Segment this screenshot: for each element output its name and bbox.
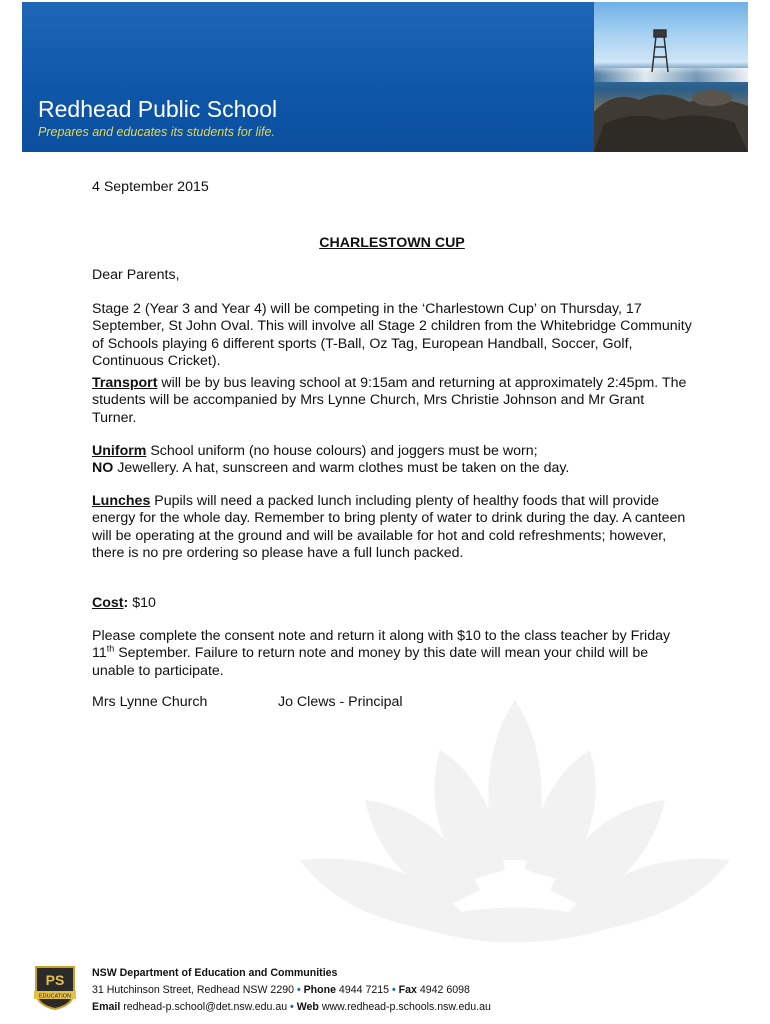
footer-fax-label: Fax [398,984,417,996]
beach-photo [594,2,748,152]
consent-text-b: September. Failure to return note and money by this date will mean your child will be unable to participate. [92,645,649,679]
waratah-watermark-icon [290,690,740,960]
footer-email[interactable]: redhead-p.school@det.nsw.edu.au [120,1001,288,1013]
transport-heading: Transport [92,375,158,391]
consent-text-a: Please complete the consent note and return it along with $10 to the class teacher by Friday 11 [92,628,671,662]
intro-paragraph: Stage 2 (Year 3 and Year 4) will be competing in the ‘Charlestown Cup’ on Thursday, 17 September, St John Oval. This will involve all Stage 2 children from the Whitebridge Community of Schools playing 6 different sports (T-Ball, Oz Tag, European Handball, Soccer, Golf, Continuous Cricket). [92,301,692,370]
lunches-paragraph [92,493,692,563]
cost-heading: Cost [92,595,124,611]
footer-web[interactable]: www.redhead-p.schools.nsw.edu.au [318,1001,491,1013]
consent-paragraph [92,628,692,680]
lunches-heading: Lunches [92,493,151,509]
footer-fax: 4942 6098 [416,984,470,996]
cost-value: $10 [128,595,156,611]
uniform-text-2: Jewellery. A hat, sunscreen and warm clothes must be taken on the day. [113,460,570,477]
crest-letters: PS [45,972,65,988]
letter-title: CHARLESTOWN CUP [319,235,465,251]
transport-paragraph [92,375,692,427]
transport-text: will be by bus leaving school at 9:15am and returning at approximately 2:45pm. The students will be accompanied by Mrs Lynne Church, Mrs Christie Johnson and Mr Grant Turner. [92,375,687,426]
uniform-paragraph [92,443,692,478]
footer-department: NSW Department of Education and Communities [92,967,338,979]
uniform-heading: Uniform [92,443,147,459]
school-tagline: Prepares and educates its students for life. [38,125,275,139]
header-banner [22,2,748,152]
letter-title-wrap [92,235,692,252]
footer-separator: • [294,984,304,996]
footer-phone-label: Phone [303,984,336,996]
uniform-no: NO [92,460,114,477]
footer-web-label: Web [296,1001,319,1013]
footer-phone: 4944 7215 [335,984,390,996]
signature-teacher: Mrs Lynne Church [92,694,208,710]
footer-contact-line: 31 Hutchinson Street, Redhead NSW 2290 • Phone 4944 7215 • Fax 4942 6098 [92,984,470,996]
footer-email-label: Email [92,1001,121,1013]
uniform-text: School uniform (no house colours) and joggers must be worn; [146,443,538,459]
footer [92,965,491,1016]
cost-paragraph [92,595,692,612]
beach-scene-icon [594,2,748,152]
crest-ribbon: EDUCATION [39,993,71,1000]
footer-web-line: Email redhead-p.school@det.nsw.edu.au • Web www.redhead-p.schools.nsw.edu.au [92,1001,491,1013]
letter-greeting: Dear Parents, [92,267,180,283]
lunches-text: Pupils will need a packed lunch including plenty of healthy foods that will provide energy for the whole day. Remember to bring plenty of water to drink during the day. A canteen will be operating at the ground and will be available for hot and cold refreshments; however, there is no pre ordering so please have a full lunch packed. [92,493,686,562]
consent-sup: th [106,643,115,654]
cost-colon: : [123,595,129,611]
letter-date: 4 September 2015 [92,179,209,195]
school-name: Redhead Public School [38,96,278,122]
footer-address: 31 Hutchinson Street, Redhead NSW 2290 [92,984,294,996]
ps-crest-icon [32,963,78,1011]
signature-principal: Jo Clews - Principal [278,694,403,710]
